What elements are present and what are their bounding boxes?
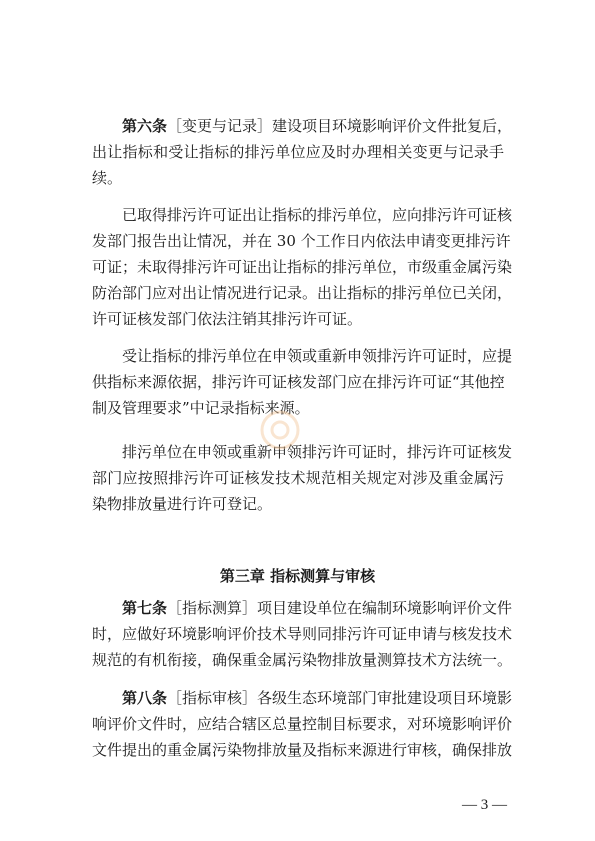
- article7-line-3: 规范的有机衔接，确保重金属污染物排放量测算技术方法统一。: [92, 651, 513, 669]
- article8-line-3: 文件提出的重金属污染物排放量及指标来源进行审核，确保排放: [92, 741, 513, 759]
- para2-line-5: 许可证核发部门依法注销其排污许可证。: [92, 310, 363, 328]
- article8-heading: 第八条: [122, 689, 168, 707]
- article8-line-1: ［指标审核］各级生态环境部门审批建设项目环境影: [167, 689, 513, 707]
- article6-first-line: [122, 116, 513, 136]
- article7-line-2: 时，应做好环境影响评价技术导则同排污许可证申请与核发技术: [92, 625, 513, 643]
- chapter-heading: 第三章 指标测算与审核: [219, 567, 376, 585]
- article6-line-3: 续。: [92, 169, 123, 187]
- article7-line-1: ［指标测算］项目建设单位在编制环境影响评价文件: [167, 599, 513, 617]
- para2-line-4: 防治部门应对出让情况进行记录。出让指标的排污单位已关闭，: [92, 284, 513, 302]
- article6-line-2: 出让指标和受让指标的排污单位应及时办理相关变更与记录手: [92, 143, 504, 161]
- para3-line-2: 供指标来源依据，排污许可证核发部门应在排污许可证“其他控: [92, 373, 505, 391]
- para4-line-1: 排污单位在申领或重新申领排污许可证时，排污许可证核发: [122, 443, 513, 461]
- article6-line-1: ［变更与记录］建设项目环境影响评价文件批复后，: [167, 117, 513, 135]
- page-number: — 3 —: [462, 797, 507, 813]
- para4-line-3: 染物排放量进行许可登记。: [92, 495, 273, 513]
- article8-first-line: [122, 688, 513, 708]
- para3-line-3: 制及管理要求”中记录指标来源。: [92, 399, 310, 417]
- article7-heading: 第七条: [122, 599, 168, 617]
- para2-line-2: 发部门报告出让情况，并在 30 个工作日内依法申请变更排污许: [92, 232, 511, 250]
- article6-heading: 第六条: [122, 117, 168, 135]
- article8-line-2: 响评价文件时，应结合辖区总量控制目标要求，对环境影响评价: [92, 715, 513, 733]
- para2-line-1: 已取得排污许可证出让指标的排污单位，应向排污许可证核: [122, 206, 513, 224]
- para3-line-1: 受让指标的排污单位在申领或重新申领排污许可证时，应提: [122, 347, 513, 365]
- article7-first-line: [122, 598, 513, 618]
- para4-line-2: 部门应按照排污许可证核发技术规范相关规定对涉及重金属污: [92, 469, 504, 487]
- para2-line-3: 可证；未取得排污许可证出让指标的排污单位，市级重金属污染: [92, 258, 513, 276]
